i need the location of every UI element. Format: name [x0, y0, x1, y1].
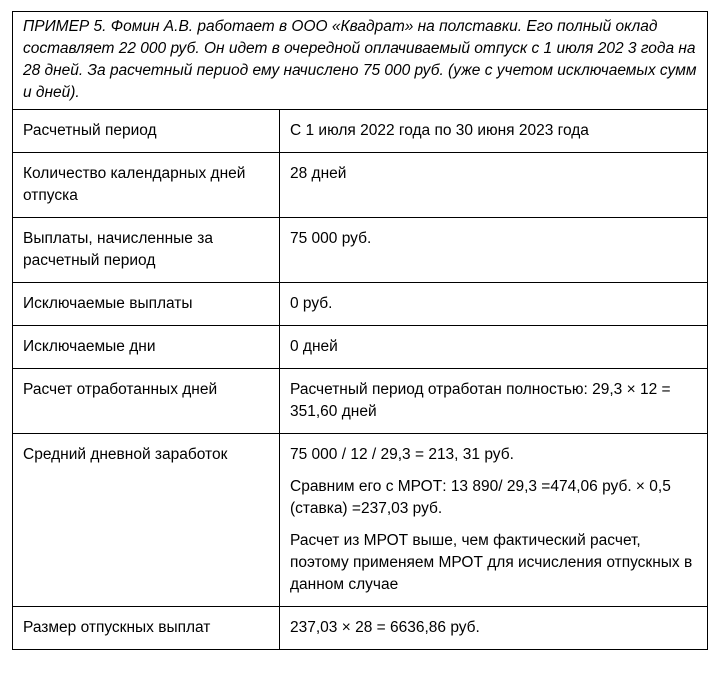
row-label-excluded-days: Исключаемые дни: [13, 326, 280, 369]
row-label-average-earnings: Средний дневной заработок: [13, 434, 280, 607]
row-label-worked-days: Расчет отработанных дней: [13, 369, 280, 434]
table-row: [13, 110, 708, 153]
table-row: [13, 434, 708, 607]
table-row: [13, 153, 708, 218]
row-label-excluded-payments: Исключаемые выплаты: [13, 283, 280, 326]
row-value-vacation-days: 28 дней: [280, 153, 708, 218]
row-value-excluded-payments: 0 руб.: [280, 283, 708, 326]
row-label-period: Расчетный период: [13, 110, 280, 153]
row-value-vacation-pay: 237,03 × 28 = 6636,86 руб.: [280, 607, 708, 650]
intro-row: [13, 12, 708, 110]
intro-text: ПРИМЕР 5. Фомин А.В. работает в ООО «Квадрат» на полставки. Его полный оклад составляет 22 000 руб. Он идет в очередной оплачиваемый отпуск с 1 июля 202 3 года на 28 дней. За расчетный период ему начислено 75 000 руб. (уже с учетом исключаемых сумм и дней).: [13, 12, 708, 110]
row-label-payments: Выплаты, начисленные за расчетный период: [13, 218, 280, 283]
table-row: [13, 326, 708, 369]
row-value-worked-days: Расчетный период отработан полностью: 29,3 × 12 = 351,60 дней: [280, 369, 708, 434]
row-label-vacation-pay: Размер отпускных выплат: [13, 607, 280, 650]
calculation-table: [12, 11, 708, 650]
row-value-payments: 75 000 руб.: [280, 218, 708, 283]
average-calc-line: 75 000 / 12 / 29,3 = 213, 31 руб.: [290, 446, 514, 463]
row-value-average-earnings: [280, 434, 708, 607]
table-row: [13, 283, 708, 326]
table-row: [13, 369, 708, 434]
table-row: [13, 607, 708, 650]
table-row: [13, 218, 708, 283]
row-value-period: С 1 июля 2022 года по 30 июня 2023 года: [280, 110, 708, 153]
conclusion-line: Расчет из МРОТ выше, чем фактический расчет, поэтому применяем МРОТ для исчисления отпускных в данном случае: [290, 532, 693, 593]
row-label-vacation-days: Количество календарных дней отпуска: [13, 153, 280, 218]
row-value-excluded-days: 0 дней: [280, 326, 708, 369]
mrot-comparison-line: Сравним его с МРОТ: 13 890/ 29,3 =474,06 руб. × 0,5 (ставка) =237,03 руб.: [290, 478, 671, 517]
